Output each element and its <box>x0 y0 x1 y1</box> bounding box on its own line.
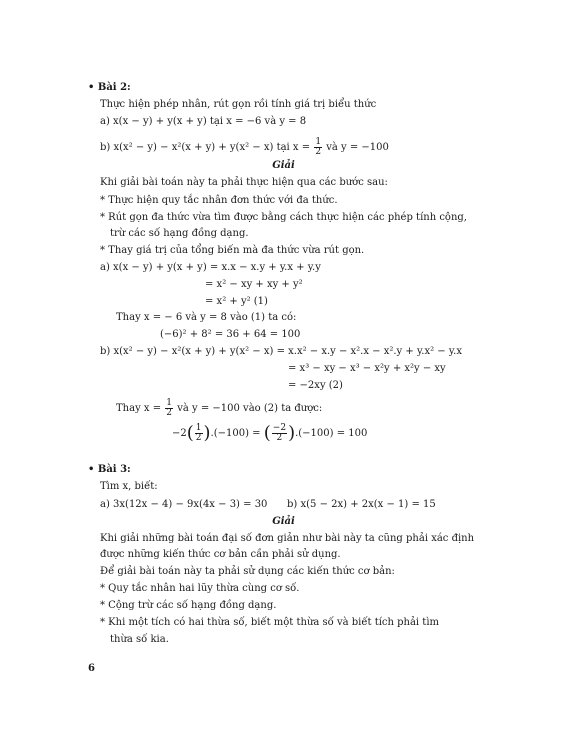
step-1: * Thực hiện quy tắc nhân đơn thức với đa thức. <box>100 195 338 206</box>
knowledge-3-cont: thừa số kia. <box>110 634 169 645</box>
fraction: $\frac{-2}{2}$ <box>272 423 287 443</box>
giai-heading: Giải <box>272 516 295 527</box>
bai2-heading: • Bài 2: <box>88 82 131 93</box>
solution-b-line3: = −2xy (2) <box>288 380 343 391</box>
bai2-part-b: b) x(x² − y) − x²(x + y) + y(x² − x) tại x = $\frac{1}{2}$ và y = −100 <box>100 137 389 157</box>
bai3-heading: • Bài 3: <box>88 464 131 475</box>
bai3-para1: Khi giải những bài toán đại số đơn giản như bài này ta cũng phải xác định <box>100 533 475 544</box>
bai3-prompt: Tìm x, biết: <box>100 481 158 492</box>
step-2: * Rút gọn đa thức vừa tìm được bằng cách thực hiện các phép tính cộng, <box>100 212 467 223</box>
bai2-part-a: a) x(x − y) + y(x + y) tại x = −6 và y = 8 <box>100 116 307 127</box>
fraction: $\frac{1}{2}$ <box>166 398 173 418</box>
step-2-cont: trừ các số hạng đồng dạng. <box>110 228 249 239</box>
solution-b-substitute: Thay x = $\frac{1}{2}$ và y = −100 vào (2) ta được: <box>116 398 323 418</box>
solution-a-line3: = x² + y² (1) <box>205 296 268 307</box>
solution-b-line1: b) x(x² − y) − x²(x + y) + y(x² − x) = x.x² − x.y − x².x − x².y + y.x² − y.x <box>100 346 462 357</box>
step-3: * Thay giá trị của tổng biến mà đa thức vừa rút gọn. <box>100 245 365 256</box>
solution-a-substitute: Thay x = − 6 và y = 8 vào (1) ta có: <box>116 312 297 323</box>
knowledge-1: * Quy tắc nhân hai lũy thừa cùng cơ số. <box>100 583 300 594</box>
bai2-prompt: Thực hiện phép nhân, rút gọn rồi tính giá trị biểu thức <box>100 99 377 110</box>
solution-a-line2: = x² − xy + xy + y² <box>205 279 303 290</box>
knowledge-3: * Khi một tích có hai thừa số, biết một thừa số và biết tích phải tìm <box>100 617 440 628</box>
solution-b-line2: = x³ − xy − x³ − x²y + x²y − xy <box>288 363 446 374</box>
bai3-para1-cont: được những kiến thức cơ bản cần phải sử dụng. <box>100 549 341 560</box>
fraction: $\frac{1}{2}$ <box>315 137 322 157</box>
solution-a-line1: a) x(x − y) + y(x + y) = x.x − x.y + y.x + y.y <box>100 262 321 273</box>
solution-b-result: −2( $\frac{1}{2}$ ).(−100) = ( $\frac{-2}{2}$ ).(−100) = 100 <box>172 422 368 444</box>
bai3-part-a: a) 3x(12x − 4) − 9x(4x − 3) = 30 <box>100 499 268 510</box>
bai3-part-b: b) x(5 − 2x) + 2x(x − 1) = 15 <box>287 499 436 510</box>
giai-heading: Giải <box>272 160 295 171</box>
fraction: $\frac{1}{2}$ <box>195 423 202 443</box>
solution-intro: Khi giải bài toán này ta phải thực hiện qua các bước sau: <box>100 177 388 188</box>
page-number: 6 <box>88 663 95 674</box>
knowledge-2: * Cộng trừ các số hạng đồng dạng. <box>100 600 277 611</box>
solution-a-result: (−6)² + 8² = 36 + 64 = 100 <box>160 329 301 340</box>
bai3-para2: Để giải bài toán này ta phải sử dụng các kiến thức cơ bản: <box>100 566 395 577</box>
